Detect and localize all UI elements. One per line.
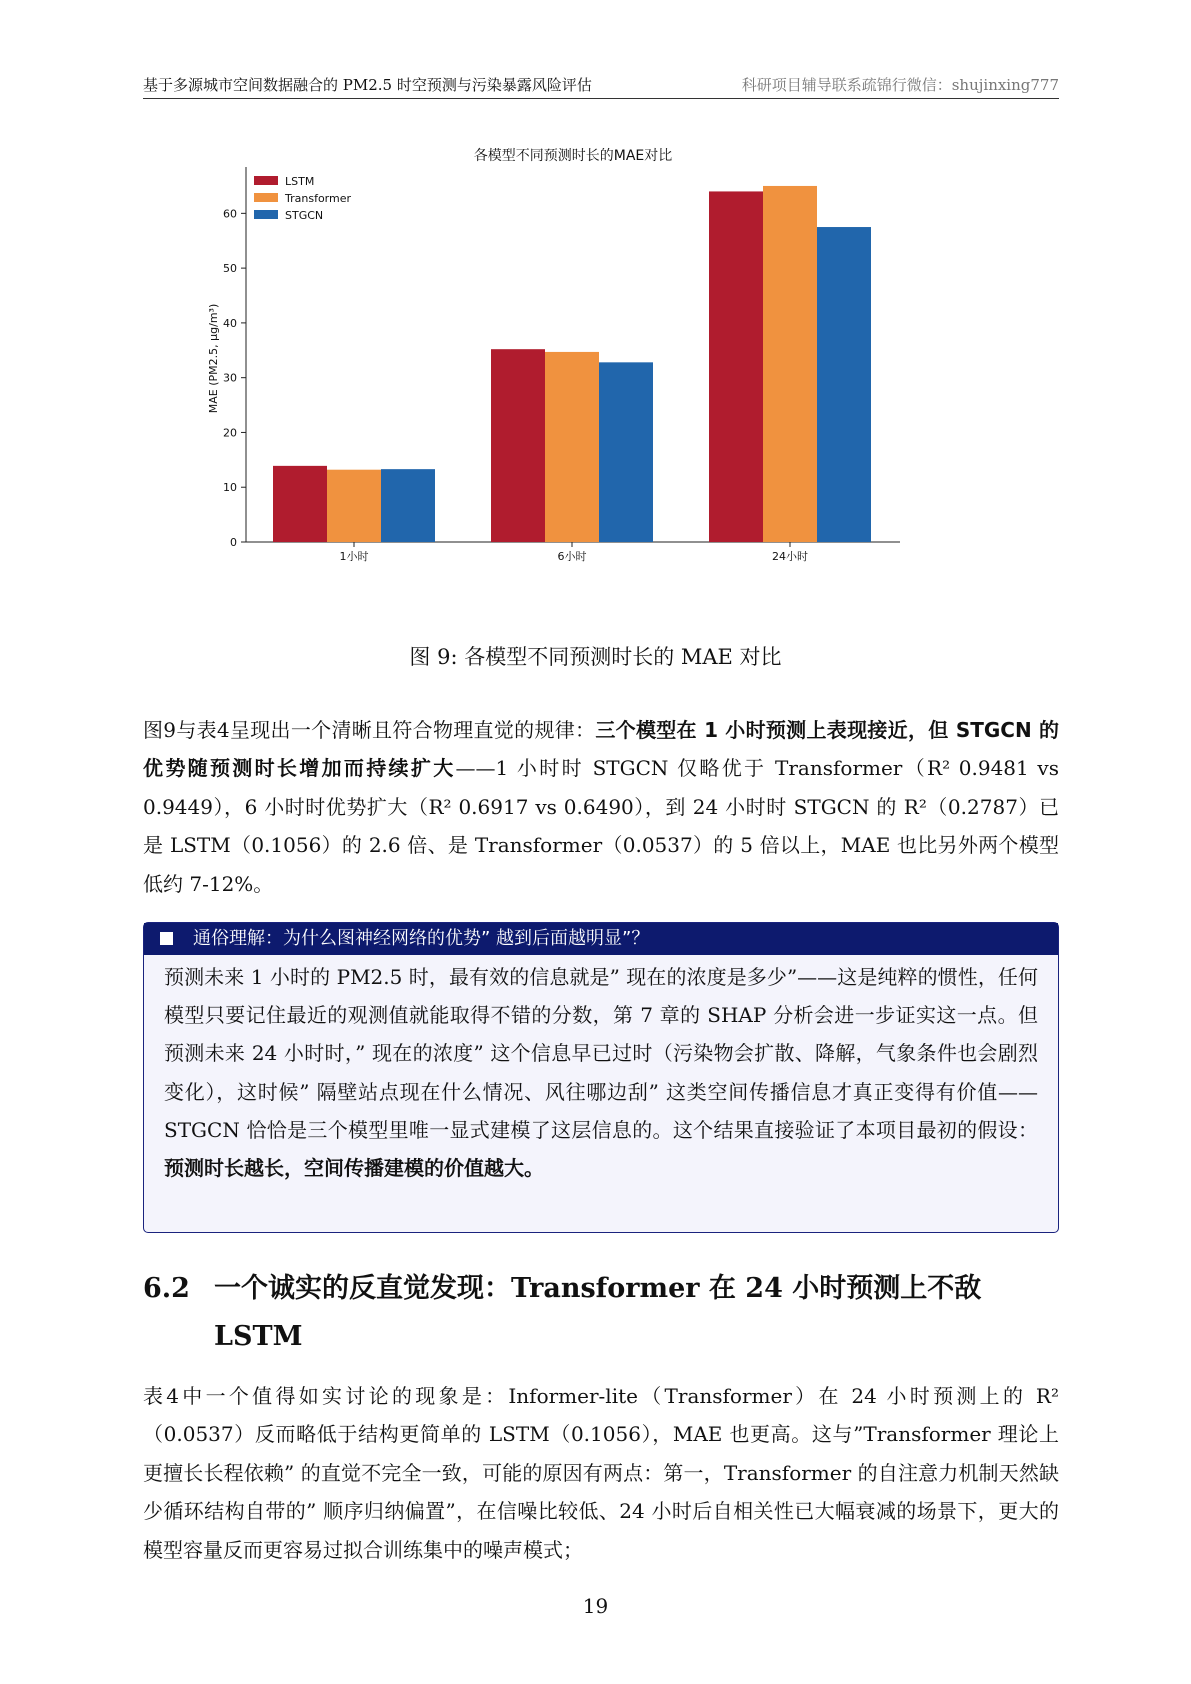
y-tick-label: 20 [223,426,237,440]
header-contact: 科研项目辅导联系疏锦行微信：shujinxing777 [741,76,1059,94]
callout-body [144,955,1058,1187]
legend-swatch-lstm [254,176,278,185]
y-tick-label: 30 [223,371,237,385]
bar-transformer-2 [763,186,817,542]
section-title: 一个诚实的反直觉发现：Transformer 在 24 小时预测上不敌 LSTM [214,1273,982,1352]
paragraph-1 [143,711,1059,903]
legend-label-lstm: LSTM [285,175,315,188]
callout-title: 通俗理解：为什么图神经网络的优势” 越到后面越明显”？ [193,928,650,949]
header-title: 基于多源城市空间数据融合的 PM2.5 时空预测与污染暴露风险评估 [143,76,592,94]
y-tick-label: 0 [230,536,237,549]
y-axis-label: MAE (PM2.5, μg/m³) [207,303,220,414]
bar-lstm-0 [273,466,327,542]
bar-stgcn-2 [817,227,871,542]
legend-swatch-transformer [254,193,278,202]
bar-stgcn-0 [381,469,435,542]
callout-emphasis: 预测时长越长，空间传播建模的价值越大。 [164,1156,544,1181]
paragraph-1-lead: 图9与表4呈现出一个清晰且符合物理直觉的规律： [143,718,596,742]
paragraph-1-rest: ——1 小时时 STGCN 仅略优于 Transformer（R² 0.9481 vs 0.9449），6 小时时优势扩大（R² 0.6917 vs 0.6490），到 24 小时时 STGCN 的 R²（0.2787）已是 LSTM（0.1056）的 2.6 倍、是 Transformer（0.0537）的 5 倍以上，MAE 也比另外两个模型低约 7-12%。 [143,756,1059,896]
y-tick-label: 40 [223,316,237,330]
x-tick-label: 1小时 [339,550,369,563]
paragraph-2: 表4中一个值得如实讨论的现象是：Informer-lite（Transformer）在 24 小时预测上的 R²（0.0537）反而略低于结构更简单的 LSTM（0.1056），MAE 也更高。这与”Transformer 理论上更擅长长程依赖” 的直觉不完全一致，可能的原因有两点：第一，Transformer 的自注意力机制天然缺少循环结构自带的” 顺序归纳偏置”，在信噪比较低、24 小时后自相关性已大幅衰减的场景下，更大的模型容量反而更容易过拟合训练集中的噪声模式； [143,1384,1059,1562]
bar-lstm-2 [709,191,763,542]
y-tick-label: 60 [223,207,237,221]
legend-swatch-stgcn [254,210,278,219]
paragraph-1-highlight: 三个模型在 1 小时预测上表现接近，但 STGCN 的优势随预测时长增加而持续扩大 [143,718,1059,781]
x-tick-label: 6小时 [557,550,587,563]
bar-stgcn-1 [599,362,653,542]
section-number: 6.2 [143,1273,190,1304]
callout-header [144,923,1058,955]
callout-box [143,922,1059,1233]
bar-transformer-1 [545,352,599,542]
callout-text: 预测未来 1 小时的 PM2.5 时，最有效的信息就是” 现在的浓度是多少”——这是纯粹的惯性，任何模型只要记住最近的观测值就能取得不错的分数，第 7 章的 SHAP 分析会进一步证实这一点。但预测未来 24 小时时，” 现在的浓度” 这个信息早已过时（污染物会扩散、降解，气象条件也会剧烈变化），这时候” 隔壁站点现在什么情况、风往哪边刮” 这类空间传播信息才真正变得有价值——STGCN 恰恰是三个模型里唯一显式建模了这层信息的。这个结果直接验证了本项目最初的假设： [164,965,1038,1142]
legend-label-stgcn: STGCN [285,209,324,222]
figure-caption: 图 9: 各模型不同预测时长的 MAE 对比 [409,645,782,669]
legend-label-transformer: Transformer [285,192,352,205]
bar-lstm-1 [491,349,545,542]
running-header [143,72,1059,99]
x-tick-label: 24小时 [772,550,808,563]
mae-bar-chart [207,148,920,580]
chart-title: 各模型不同预测时长的MAE对比 [473,148,673,164]
y-tick-label: 50 [223,262,237,276]
page-number: 19 [582,1594,609,1618]
square-bullet-icon [160,932,173,945]
section-heading [143,1265,1059,1361]
bar-transformer-0 [327,470,381,542]
y-tick-label: 10 [223,481,237,495]
